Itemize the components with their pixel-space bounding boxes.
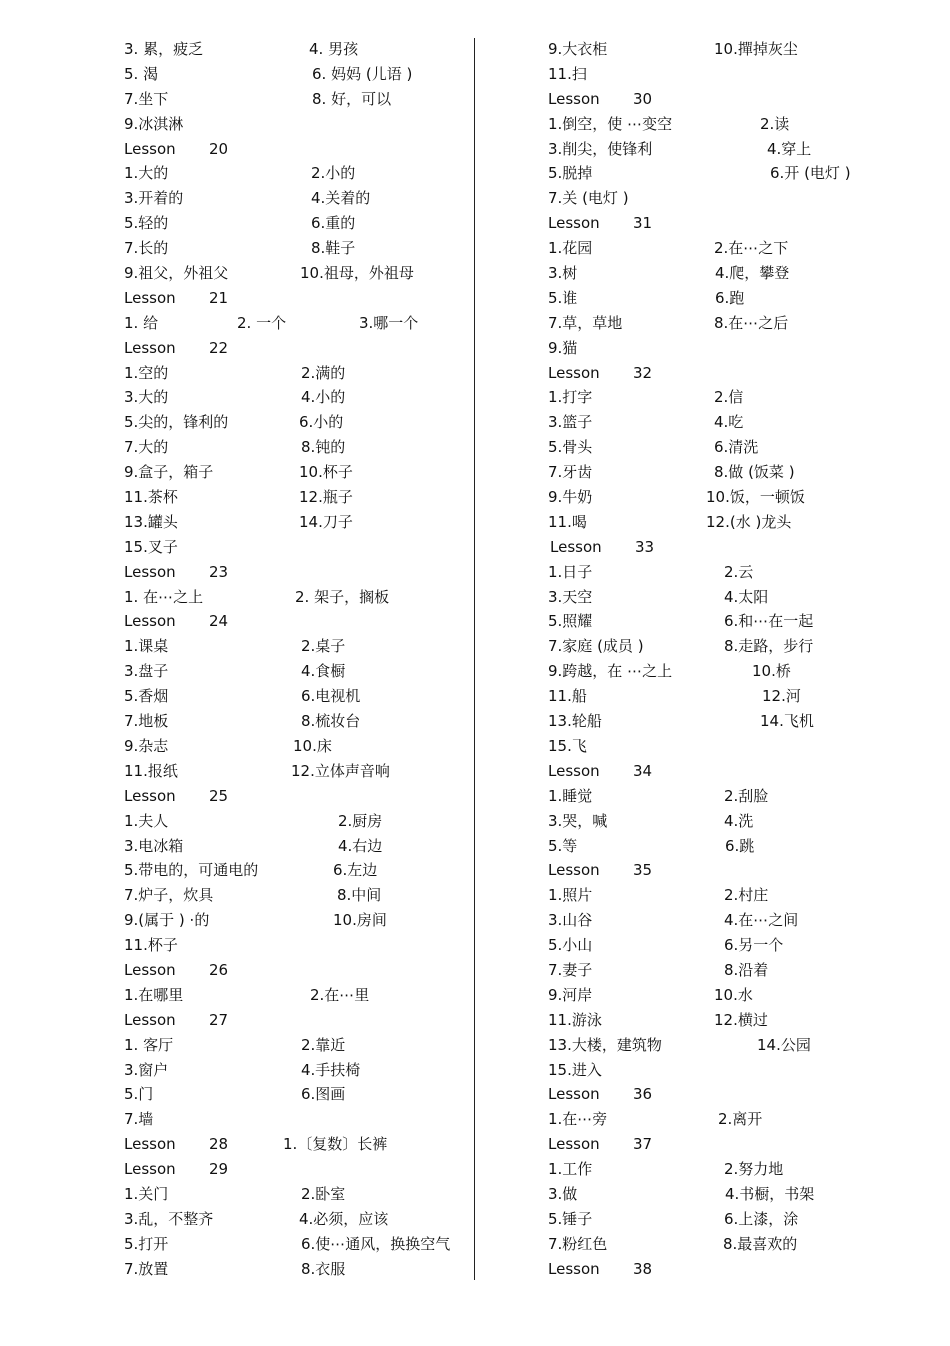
right-vocab-row <box>548 933 878 958</box>
left-vocab-row <box>124 983 474 1008</box>
lesson-label: Lesson <box>548 363 600 382</box>
vocab-entry: 2.离开 <box>718 1110 763 1129</box>
vocab-entry: 3.山谷 <box>548 911 593 930</box>
vocab-entry: 5.门 <box>124 1085 154 1104</box>
lesson-number: 21 <box>209 288 229 307</box>
right-vocab-row <box>548 1207 878 1232</box>
vocab-entry: 5.尖的，锋利的 <box>124 413 229 432</box>
right-vocab-row <box>548 336 878 361</box>
vocab-entry: 5.等 <box>548 836 578 855</box>
vocab-entry: 9.河岸 <box>548 985 593 1004</box>
lesson-number: 30 <box>633 89 653 108</box>
right-vocab-row <box>548 311 878 336</box>
left-vocab-row <box>124 1232 474 1257</box>
left-lesson-heading <box>124 784 474 809</box>
vocab-entry: 11.游泳 <box>548 1010 602 1029</box>
lesson-label: Lesson <box>548 861 600 880</box>
vocab-entry: 12.(水 )龙头 <box>706 512 792 531</box>
vocab-entry: 15.叉子 <box>124 537 178 556</box>
lesson-number: 25 <box>209 786 229 805</box>
lesson-number: 22 <box>209 338 229 357</box>
right-vocab-row <box>548 908 878 933</box>
lesson-number: 35 <box>633 861 653 880</box>
lesson-number: 34 <box>633 761 653 780</box>
left-vocab-row <box>124 834 474 859</box>
vocab-entry: 5.骨头 <box>548 438 593 457</box>
left-vocab-row <box>124 1107 474 1132</box>
left-vocab-row <box>124 1207 474 1232</box>
left-vocab-row <box>124 112 474 137</box>
lesson-label: Lesson <box>124 786 176 805</box>
vocab-entry: 8.最喜欢的 <box>723 1234 798 1253</box>
vocab-entry: 3.哪一个 <box>359 313 419 332</box>
vocab-entry: 8.钝的 <box>301 438 346 457</box>
vocab-entry: 3.乱，不整齐 <box>124 1209 214 1228</box>
lesson-number: 23 <box>209 562 229 581</box>
vocab-entry: 3.天空 <box>548 587 593 606</box>
lesson-label: Lesson <box>124 338 176 357</box>
vocab-entry: 1. 客厅 <box>124 1035 174 1054</box>
lesson-label: Lesson <box>124 288 176 307</box>
lesson-label: Lesson <box>124 139 176 158</box>
vocab-entry: 6.小的 <box>299 413 344 432</box>
left-vocab-row <box>124 460 474 485</box>
right-vocab-row <box>548 485 878 510</box>
left-vocab-row <box>124 709 474 734</box>
right-vocab-row <box>548 958 878 983</box>
right-vocab-row <box>548 609 878 634</box>
right-lesson-heading <box>548 858 878 883</box>
left-lesson-heading <box>124 137 474 162</box>
vocab-entry: 5.带电的，可通电的 <box>124 861 259 880</box>
right-vocab-row <box>548 1157 878 1182</box>
vocab-entry: 7.妻子 <box>548 960 593 979</box>
left-vocab-row <box>124 435 474 460</box>
right-vocab-row <box>548 62 878 87</box>
vocab-entry: 6.跑 <box>715 288 745 307</box>
left-vocab-row <box>124 261 474 286</box>
left-vocab-row <box>124 809 474 834</box>
vocab-entry: 10.饭，一顿饭 <box>706 488 805 507</box>
vocab-entry: 1.空的 <box>124 363 169 382</box>
vocab-entry: 4.洗 <box>724 811 754 830</box>
left-vocab-row <box>124 236 474 261</box>
right-vocab-row <box>548 1058 878 1083</box>
right-lesson-heading <box>548 211 878 236</box>
vocab-entry: 8.衣服 <box>301 1259 346 1278</box>
right-vocab-row <box>548 236 878 261</box>
right-vocab-row <box>548 659 878 684</box>
lesson-number: 27 <box>209 1010 229 1029</box>
vocab-entry: 1.打字 <box>548 388 593 407</box>
vocab-entry: 1.照片 <box>548 886 593 905</box>
vocab-entry: 3.开着的 <box>124 189 184 208</box>
vocab-entry: 2.读 <box>760 114 790 133</box>
right-lesson-heading <box>548 759 878 784</box>
vocab-entry: 6.电视机 <box>301 687 361 706</box>
vocab-entry: 9.猫 <box>548 338 578 357</box>
vocab-entry: 4.太阳 <box>724 587 769 606</box>
left-lesson-heading <box>124 1157 474 1182</box>
vocab-entry: 4.必须，应该 <box>299 1209 389 1228</box>
vocab-entry: 12.立体声音响 <box>291 761 390 780</box>
vocab-entry: 15.飞 <box>548 736 587 755</box>
vocab-entry: 10.祖母，外祖母 <box>300 264 414 283</box>
right-vocab-row <box>548 137 878 162</box>
lesson-label: Lesson <box>548 89 600 108</box>
left-vocab-row <box>124 62 474 87</box>
lesson-number: 38 <box>633 1259 653 1278</box>
vocab-entry: 10.水 <box>714 985 753 1004</box>
vocab-entry: 5.脱掉 <box>548 164 593 183</box>
vocab-entry: 1.睡觉 <box>548 786 593 805</box>
lesson-label: Lesson <box>550 537 602 556</box>
left-vocab-row <box>124 510 474 535</box>
left-vocab-row <box>124 410 474 435</box>
vocab-entry: 9.牛奶 <box>548 488 593 507</box>
right-vocab-row <box>548 634 878 659</box>
vocab-entry: 2.村庄 <box>724 886 769 905</box>
right-vocab-row <box>548 186 878 211</box>
vocab-entry: 7.牙齿 <box>548 463 593 482</box>
right-vocab-row <box>548 460 878 485</box>
vocab-entry: 3.树 <box>548 264 578 283</box>
lesson-label: Lesson <box>124 562 176 581</box>
left-vocab-row <box>124 858 474 883</box>
vocab-entry: 6.使⋯通风，换换空气 <box>301 1234 451 1253</box>
left-vocab-row <box>124 585 474 610</box>
right-vocab-row <box>548 684 878 709</box>
vocab-entry: 5. 渴 <box>124 64 159 83</box>
vocab-entry: 15.进入 <box>548 1060 602 1079</box>
vocab-entry: 2.在⋯之下 <box>714 239 789 258</box>
right-vocab-row <box>548 435 878 460</box>
vocab-entry: 6.和⋯在一起 <box>724 612 814 631</box>
vocab-entry: 9.(属于 ) ⋅的 <box>124 911 210 930</box>
vocab-entry: 14.公园 <box>757 1035 811 1054</box>
vocab-entry: 1.夫人 <box>124 811 169 830</box>
vocab-entry: 4.爬，攀登 <box>715 264 790 283</box>
vocab-entry: 6.左边 <box>333 861 378 880</box>
vocab-entry: 8.沿着 <box>724 960 769 979</box>
vocab-entry: 3.盘子 <box>124 662 169 681</box>
vocab-entry: 10.杯子 <box>299 463 353 482</box>
right-vocab-row <box>548 1033 878 1058</box>
vocab-entry: 6.重的 <box>311 214 356 233</box>
left-vocab-row <box>124 1082 474 1107</box>
vocab-entry: 7.墙 <box>124 1110 154 1129</box>
vocab-entry: 9.祖父，外祖父 <box>124 264 229 283</box>
vocab-entry: 4. 男孩 <box>309 40 359 58</box>
left-lesson-heading <box>124 560 474 585</box>
left-vocab-row <box>124 161 474 186</box>
vocab-entry: 7.粉红色 <box>548 1234 608 1253</box>
vocab-entry: 4.食橱 <box>301 662 346 681</box>
vocab-entry: 1.在哪里 <box>124 985 184 1004</box>
vocab-entry: 9.杂志 <box>124 736 169 755</box>
vocab-entry: 1.在⋯旁 <box>548 1110 608 1129</box>
vocab-entry: 1. 给 <box>124 313 159 332</box>
vocab-entry: 8. 好，可以 <box>312 89 392 108</box>
vocab-entry: 2.努力地 <box>724 1160 784 1179</box>
right-vocab-row <box>548 734 878 759</box>
lesson-label: Lesson <box>124 1135 176 1154</box>
right-vocab-row <box>548 809 878 834</box>
vocab-entry: 11.茶杯 <box>124 488 178 507</box>
vocab-entry: 11.扫 <box>548 64 587 83</box>
vocab-entry: 2. 架子，搁板 <box>295 587 390 606</box>
vocab-entry: 9.大衣柜 <box>548 40 608 58</box>
vocab-entry: 1.日子 <box>548 562 593 581</box>
lesson-number: 29 <box>209 1160 229 1179</box>
right-vocab-row <box>548 1107 878 1132</box>
left-vocab-row <box>124 535 474 560</box>
left-vocab-row <box>124 1182 474 1207</box>
vocab-entry: 7.草，草地 <box>548 313 623 332</box>
right-vocab-row <box>548 161 878 186</box>
vocab-entry: 1.〔复数〕长裤 <box>283 1135 388 1154</box>
lesson-label: Lesson <box>124 960 176 979</box>
vocab-entry: 4.在⋯之间 <box>724 911 799 930</box>
right-lesson-heading <box>548 1257 878 1282</box>
vocab-entry: 12.河 <box>762 687 801 706</box>
right-column <box>548 37 878 1282</box>
left-vocab-row <box>124 883 474 908</box>
vocab-entry: 11.杯子 <box>124 936 178 955</box>
vocab-entry: 2.信 <box>714 388 744 407</box>
vocab-entry: 13.大楼，建筑物 <box>548 1035 662 1054</box>
vocab-entry: 13.轮船 <box>548 712 602 731</box>
left-vocab-row <box>124 485 474 510</box>
lesson-number: 28 <box>209 1135 229 1154</box>
right-vocab-row <box>548 261 878 286</box>
right-vocab-row <box>548 560 878 585</box>
vocab-entry: 7.长的 <box>124 239 169 258</box>
left-lesson-heading <box>124 286 474 311</box>
left-lesson-heading <box>124 609 474 634</box>
left-vocab-row <box>124 186 474 211</box>
left-vocab-row <box>124 759 474 784</box>
left-vocab-row <box>124 1058 474 1083</box>
vocab-entry: 2.小的 <box>311 164 356 183</box>
left-vocab-row <box>124 87 474 112</box>
vocab-entry: 11.报纸 <box>124 761 178 780</box>
right-vocab-row <box>548 983 878 1008</box>
lesson-label: Lesson <box>124 1010 176 1029</box>
vocab-entry: 9.盒子，箱子 <box>124 463 214 482</box>
right-vocab-row <box>548 1008 878 1033</box>
right-lesson-heading <box>548 87 878 112</box>
right-vocab-row <box>548 112 878 137</box>
vocab-entry: 3.削尖，使锋利 <box>548 139 653 158</box>
vocab-entry: 6.图画 <box>301 1085 346 1104</box>
right-vocab-row <box>548 784 878 809</box>
right-vocab-row <box>548 834 878 859</box>
lesson-label: Lesson <box>548 1085 600 1104</box>
vocab-entry: 1.大的 <box>124 164 169 183</box>
lesson-label: Lesson <box>548 1259 600 1278</box>
right-vocab-row <box>548 585 878 610</box>
vocab-entry: 7.坐下 <box>124 89 169 108</box>
left-vocab-row <box>124 933 474 958</box>
lesson-number: 31 <box>633 214 653 233</box>
vocab-entry: 7.炉子，炊具 <box>124 886 214 905</box>
vocab-entry: 12.横过 <box>714 1010 768 1029</box>
vocab-entry: 10.桥 <box>752 662 791 681</box>
lesson-number: 32 <box>633 363 653 382</box>
vocab-entry: 6. 妈妈 (儿语 ) <box>312 64 413 83</box>
vocab-entry: 12.瓶子 <box>299 488 353 507</box>
lesson-label: Lesson <box>124 612 176 631</box>
column-divider <box>474 38 475 1280</box>
vocab-entry: 10.撣掉灰尘 <box>714 40 798 58</box>
vocab-entry: 7.家庭 (成员 ) <box>548 637 644 656</box>
left-vocab-row <box>124 385 474 410</box>
right-vocab-row <box>548 385 878 410</box>
vocab-entry: 14.飞机 <box>760 712 814 731</box>
vocab-entry: 3.电冰箱 <box>124 836 184 855</box>
vocab-entry: 2.在⋯里 <box>310 985 370 1004</box>
vocab-entry: 2.桌子 <box>301 637 346 656</box>
vocab-entry: 4.小的 <box>301 388 346 407</box>
left-vocab-row <box>124 211 474 236</box>
vocab-entry: 2.卧室 <box>301 1184 346 1203</box>
right-lesson-heading <box>548 361 878 386</box>
left-lesson-heading <box>124 336 474 361</box>
vocab-entry: 5.打开 <box>124 1234 169 1253</box>
vocab-entry: 2.云 <box>724 562 754 581</box>
vocab-entry: 7.放置 <box>124 1259 169 1278</box>
vocab-entry: 2.厨房 <box>338 811 383 830</box>
right-vocab-row <box>548 410 878 435</box>
vocab-entry: 4.手扶椅 <box>301 1060 361 1079</box>
vocab-entry: 4.穿上 <box>767 139 812 158</box>
vocab-entry: 14.刀子 <box>299 512 353 531</box>
vocab-entry: 6.跳 <box>725 836 755 855</box>
vocab-entry: 10.床 <box>293 736 332 755</box>
left-lesson-heading <box>124 1008 474 1033</box>
left-vocab-row <box>124 908 474 933</box>
lesson-number: 33 <box>635 537 655 556</box>
right-lesson-heading <box>548 535 878 560</box>
vocab-entry: 1.工作 <box>548 1160 593 1179</box>
left-lesson-heading <box>124 1132 474 1157</box>
vocab-entry: 6.上漆，涂 <box>724 1209 799 1228</box>
vocab-entry: 1.花园 <box>548 239 593 258</box>
vocab-entry: 5.小山 <box>548 936 593 955</box>
right-lesson-heading <box>548 1132 878 1157</box>
vocab-entry: 1.关门 <box>124 1184 169 1203</box>
vocab-entry: 3.哭，喊 <box>548 811 608 830</box>
vocab-entry: 2.刮脸 <box>724 786 769 805</box>
vocab-entry: 2.满的 <box>301 363 346 382</box>
vocab-entry: 8.在⋯之后 <box>714 313 789 332</box>
vocab-entry: 7.地板 <box>124 712 169 731</box>
vocab-entry: 4.书橱，书架 <box>725 1184 815 1203</box>
vocab-entry: 5.谁 <box>548 288 578 307</box>
left-vocab-row <box>124 1033 474 1058</box>
lesson-number: 24 <box>209 612 229 631</box>
right-vocab-row <box>548 510 878 535</box>
vocab-entry: 1.倒空，使 ⋯变空 <box>548 114 673 133</box>
vocab-entry: 8.鞋子 <box>311 239 356 258</box>
left-vocab-row <box>124 361 474 386</box>
left-vocab-row <box>124 734 474 759</box>
vocab-entry: 6.另一个 <box>724 936 784 955</box>
vocab-entry: 3.做 <box>548 1184 578 1203</box>
vocab-entry: 1.课桌 <box>124 637 169 656</box>
left-vocab-row <box>124 659 474 684</box>
vocab-entry: 9.跨越，在 ⋯之上 <box>548 662 673 681</box>
vocab-entry: 9.冰淇淋 <box>124 114 184 133</box>
vocab-entry: 7.大的 <box>124 438 169 457</box>
lesson-label: Lesson <box>124 1160 176 1179</box>
right-vocab-row <box>548 883 878 908</box>
vocab-entry: 3.篮子 <box>548 413 593 432</box>
left-vocab-row <box>124 311 474 336</box>
vocab-entry: 3.窗户 <box>124 1060 169 1079</box>
vocab-entry: 4.关着的 <box>311 189 371 208</box>
lesson-label: Lesson <box>548 1135 600 1154</box>
vocab-entry: 2.靠近 <box>301 1035 346 1054</box>
vocab-entry: 10.房间 <box>333 911 387 930</box>
left-vocab-row <box>124 634 474 659</box>
vocab-entry: 8.走路，步行 <box>724 637 814 656</box>
left-vocab-row <box>124 684 474 709</box>
lesson-number: 26 <box>209 960 229 979</box>
vocab-entry: 8.梳妆台 <box>301 712 361 731</box>
vocab-entry: 13.罐头 <box>124 512 178 531</box>
vocab-entry: 1. 在⋯之上 <box>124 587 204 606</box>
left-lesson-heading <box>124 958 474 983</box>
vocab-entry: 5.照耀 <box>548 612 593 631</box>
vocab-entry: 11.船 <box>548 687 587 706</box>
vocab-entry: 3.大的 <box>124 388 169 407</box>
vocab-entry: 6.开 (电灯 ) <box>770 164 851 183</box>
right-vocab-row <box>548 709 878 734</box>
left-vocab-row <box>124 37 474 62</box>
right-vocab-row <box>548 1182 878 1207</box>
right-lesson-heading <box>548 1082 878 1107</box>
lesson-number: 37 <box>633 1135 653 1154</box>
right-vocab-row <box>548 1232 878 1257</box>
vocab-entry: 5.香烟 <box>124 687 169 706</box>
lesson-label: Lesson <box>548 214 600 233</box>
vocab-entry: 4.吃 <box>714 413 744 432</box>
lesson-number: 36 <box>633 1085 653 1104</box>
vocab-entry: 7.关 (电灯 ) <box>548 189 629 208</box>
lesson-number: 20 <box>209 139 229 158</box>
right-vocab-row <box>548 37 878 62</box>
vocab-entry: 4.右边 <box>338 836 383 855</box>
vocab-entry: 8.中间 <box>337 886 382 905</box>
left-vocab-row <box>124 1257 474 1282</box>
vocab-entry: 2. 一个 <box>237 313 287 332</box>
vocab-entry: 8.做 (饭菜 ) <box>714 463 795 482</box>
vocab-entry: 6.清洗 <box>714 438 759 457</box>
vocab-entry: 5.轻的 <box>124 214 169 233</box>
vocab-entry: 3. 累，疲乏 <box>124 40 204 58</box>
lesson-label: Lesson <box>548 761 600 780</box>
left-column <box>124 37 474 1282</box>
right-vocab-row <box>548 286 878 311</box>
vocab-entry: 5.锤子 <box>548 1209 593 1228</box>
vocab-entry: 11.喝 <box>548 512 587 531</box>
